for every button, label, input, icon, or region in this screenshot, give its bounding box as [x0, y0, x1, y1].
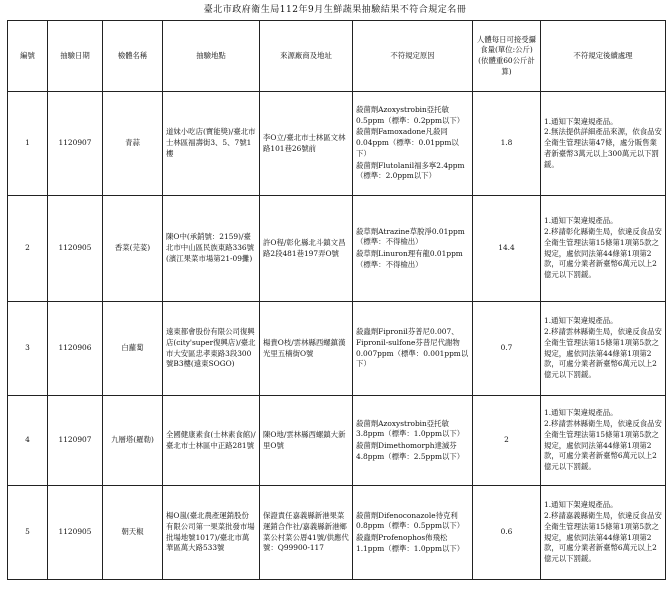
row-sample-name: 香菜(芫荽) [103, 196, 163, 302]
row-intake: 1.8 [473, 92, 541, 196]
results-table [7, 20, 666, 580]
row-location: 道妹小吃店(寶能獎)/臺北市士林區福壽街3、5、7號1樓 [163, 92, 260, 196]
header-sample-name: 檢體名稱 [103, 21, 163, 92]
row-location: 楊O嵐(臺北農產運銷股份有限公司第一果菜批發市場批場地號1017)/臺北市萬華區萬大路533號 [163, 486, 260, 580]
handling-line: 2.移請雲林縣衛生局，依違反食品安全衛生管理法第15條第1項第5款之規定，處依同法第44條第1項第2款，可處分業者新臺幣6萬元以上2億元以下罰鍰。 [544, 327, 662, 379]
row-location: 遠東都會股份有限公司復興店(city'super復興店)/臺北市大安區忠孝東路3段300號B3樓(遠東SOGO) [163, 302, 260, 396]
row-no: 1 [8, 92, 48, 196]
handling-line: 1.通知下架違規產品。 [544, 216, 618, 226]
header-handling: 不符規定後續處理 [541, 21, 666, 92]
row-intake: 14.4 [473, 196, 541, 302]
table-row [8, 302, 666, 396]
handling-line: 1.通知下架違規產品。 [544, 408, 618, 418]
header-row [8, 21, 666, 92]
row-sample-name: 青蒜 [103, 92, 163, 196]
row-date: 1120905 [48, 196, 103, 302]
row-sample-name: 朝天椒 [103, 486, 163, 580]
document-title: 臺北市政府衛生局112年9月生鮮蔬果抽驗結果不符合規定名冊 [203, 5, 467, 15]
row-reason [353, 486, 473, 580]
header-intake: 人體每日可接受攝食量(單位:公斤)(依體重60公斤計算) [473, 21, 541, 92]
row-location: 陳O中(承銷號：2159)/臺北市中山區民族東路336號(濱江果菜市場第21-09攤) [163, 196, 260, 302]
row-no: 3 [8, 302, 48, 396]
table-row [8, 396, 666, 486]
reason-line: 殺草劑Atrazine草脫淨0.01ppm（標準：不得檢出） [356, 226, 465, 247]
reason-line: 殺菌劑Famoxadone凡殺同0.04ppm（標準：0.01ppm以下） [356, 127, 459, 158]
row-sample-name: 九層塔(羅勒) [103, 396, 163, 486]
row-date: 1120907 [48, 92, 103, 196]
reason-line: 殺草劑Linuron理有龍0.01ppm（標準：不得檢出） [356, 249, 463, 269]
row-location: 全國健康素食(士林素食館)/臺北市士林區中正路281號 [163, 396, 260, 486]
handling-line: 1.通知下架違規產品。 [544, 500, 618, 510]
row-handling [541, 92, 666, 196]
row-source: 許O程/彰化縣北斗鎮文昌路2段481巷197弄O號 [260, 196, 353, 302]
handling-line: 2.移請雲林縣衛生局，依違反食品安全衛生管理法第15條第1項第5款之規定，處依同法第44條第1項第2款，可處分業者新臺幣6萬元以上2億元以下罰鍰。 [544, 419, 662, 471]
row-sample-name: 白蘿蔔 [103, 302, 163, 396]
row-handling [541, 196, 666, 302]
row-date: 1120905 [48, 486, 103, 580]
row-intake: 2 [473, 396, 541, 486]
row-source: 李O立/臺北市士林區文林路101巷26號前 [260, 92, 353, 196]
row-intake: 0.6 [473, 486, 541, 580]
row-no: 2 [8, 196, 48, 302]
header-reason: 不符規定原因 [353, 21, 473, 92]
reason-line: 殺菌劑Azoxystrobin亞托敏0.5ppm（標準：0.2ppm以下） [356, 104, 465, 125]
row-source: 楊貴O枝/雲林縣西螺鎮漢光里五楠街O號 [260, 302, 353, 396]
table-row [8, 486, 666, 580]
row-handling [541, 486, 666, 580]
reason-line: 殺蟲劑Profenophos佈飛松1.1ppm（標準：1.0ppm以下） [356, 533, 465, 553]
header-source: 來源廠商及地址 [260, 21, 353, 92]
row-no: 5 [8, 486, 48, 580]
row-source: 陳O地/雲林縣西螺鎮大新里O號 [260, 396, 353, 486]
handling-line: 2.移請嘉義縣衛生局，依違反食品安全衛生管理法第15條第1項第5款之規定，處依同法第44條第1項第2款，可處分業者新臺幣6萬元以上2億元以下罰鍰。 [544, 511, 662, 563]
header-location: 抽驗地點 [163, 21, 260, 92]
row-date: 1120907 [48, 396, 103, 486]
reason-line: 殺菌劑Flutolanil福多寧2.4ppm（標準：2.0ppm以下） [356, 160, 465, 181]
handling-line: 1.通知下架違規產品。 [544, 116, 618, 126]
row-reason [353, 396, 473, 486]
row-source: 保證責任嘉義縣新港果菜運銷合作社/嘉義縣新港鄉菜公村菜公厝41號/供應代號：Q99900-117 [260, 486, 353, 580]
row-handling [541, 396, 666, 486]
row-handling [541, 302, 666, 396]
row-intake: 0.7 [473, 302, 541, 396]
reason-line: 殺菌劑Azoxystrobin亞托敏3.8ppm（標準：1.0ppm以下） [356, 418, 465, 439]
table-row [8, 196, 666, 302]
header-date: 抽驗日期 [48, 21, 103, 92]
reason-line: 殺菌劑Dimethomorph達滅芬4.8ppm（標準：2.5ppm以下） [356, 441, 465, 461]
handling-line: 2.移請彰化縣衛生局，依違反食品安全衛生管理法第15條第1項第5款之規定，處依同法第44條第1項第2款，可處分業者新臺幣6萬元以上2億元以下罰鍰。 [544, 227, 662, 279]
row-reason [353, 92, 473, 196]
header-no: 編號 [8, 21, 48, 92]
row-reason [353, 302, 473, 396]
row-reason [353, 196, 473, 302]
row-no: 4 [8, 396, 48, 486]
reason-line: 殺菌劑Difenoconazole待克利0.8ppm（標準：0.5ppm以下） [356, 510, 465, 531]
reason-line: 殺蟲劑Fipronil芬普尼0.007、Fipronil-sulfone芬普尼代謝物0.007ppm（標準：0.001ppm以下） [356, 327, 469, 369]
row-date: 1120906 [48, 302, 103, 396]
handling-line: 2.無法提供詳細產品來源，依食品安全衛生管理法第47條，處分販售業者新臺幣3萬元以上300萬元以下罰鍰。 [544, 127, 662, 169]
handling-line: 1.通知下架違規產品。 [544, 316, 618, 326]
table-row [8, 92, 666, 196]
